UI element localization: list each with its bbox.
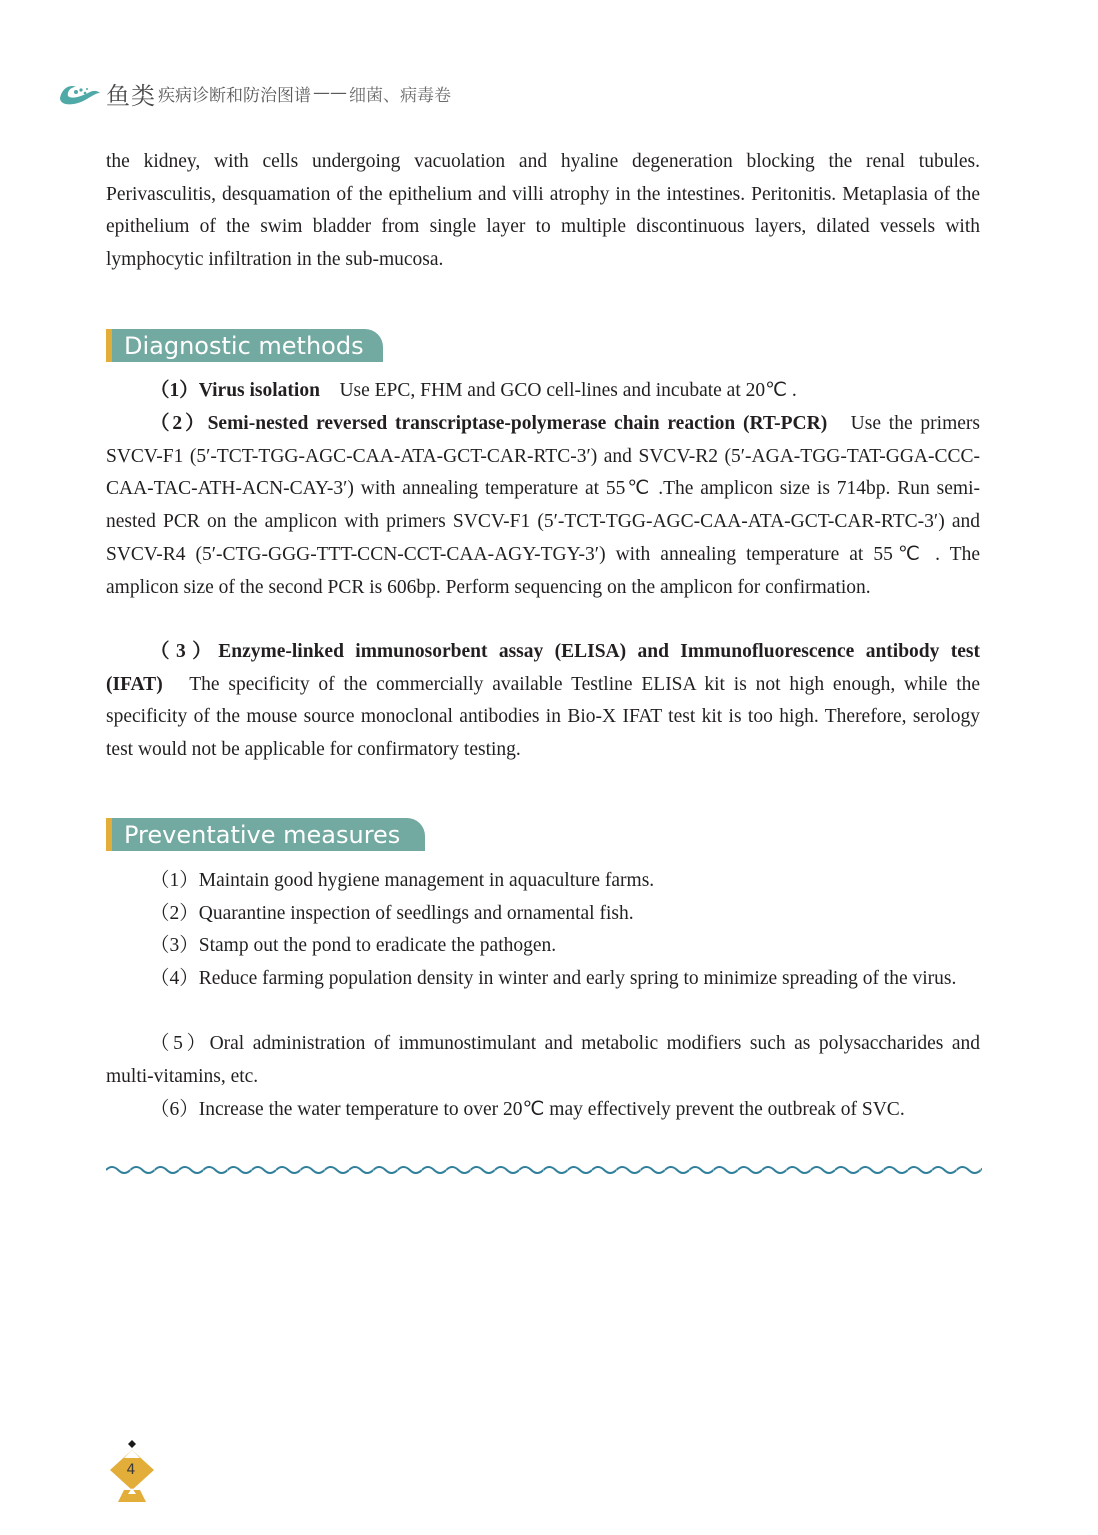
item-number: （6） — [150, 1099, 199, 1120]
item-number: （1） — [150, 870, 199, 891]
item-number: （2） — [150, 413, 208, 434]
item-text: Quarantine inspection of seedlings and ornamental fish. — [198, 903, 634, 924]
preventative-item-1 — [106, 865, 980, 898]
section-heading-text: Diagnostic methods — [124, 331, 364, 360]
item-text: Reduce farming population density in winter and early spring to minimize spreading of the virus. — [198, 968, 957, 989]
preventative-item-5 — [106, 1028, 980, 1093]
item-text: Maintain good hygiene management in aquaculture farms. — [198, 870, 655, 891]
item-number: （2） — [150, 903, 199, 924]
item-body: The specificity of the commercially available Testline ELISA kit is not high enough, while the specificity of the mouse source monoclonal antibodies in Bio-X IFAT test kit is too high. Therefore, serology test would not be applicable for confirmatory testing. — [106, 673, 981, 761]
item-body: Use EPC, FHM and GCO cell-lines and incubate at 20℃ . — [339, 380, 797, 401]
diagnostic-methods-heading — [106, 329, 383, 362]
wave-logo-icon — [56, 78, 102, 108]
book-title-main: 鱼类 — [106, 81, 156, 110]
diagnostic-item-3 — [106, 636, 980, 767]
item-number: （5） — [150, 1033, 210, 1054]
preventative-measures-heading — [106, 818, 425, 851]
item-title: Semi-nested reversed transcriptase-polymerase chain reaction (RT-PCR) — [207, 413, 828, 434]
intro-paragraph: the kidney, with cells undergoing vacuolation and hyaline degeneration blocking the renal tubules. Perivasculitis, desquamation of the epithelium and villi atrophy in the intestines. Peritonitis. Metaplasia of the epithelium of the swim bladder from single layer to multiple discontinuous layers, dilated vessels with lymphocytic infiltration in the sub-mucosa. — [106, 151, 980, 271]
preventative-item-6 — [106, 1094, 980, 1127]
diagnostic-item-2 — [106, 408, 980, 604]
section-heading-text: Preventative measures — [124, 820, 401, 849]
item-text: Oral administration of immunostimulant and metabolic modifiers such as polysaccharides and multi-vitamins, etc. — [106, 1033, 980, 1087]
item-body: Use the primers SVCV-F1 (5′-TCT-TGG-AGC-CAA-ATA-GCT-CAR-RTC-3′) and SVCV-R2 (5′-AGA-TGG-TAT-GGA-CCC-CAA-TAC-ATH-ACN-CAY-3′) with annealing temperature at 55℃ .The amplicon size is 714bp. Run semi-nested PCR on the amplicon with primers SVCV-F1 (5′-TCT-TGG-AGC-CAA-ATA-GCT-CAR-RTC-3′) and SVCV-R4 (5′-CTG-GGG-TTT-CCN-CCT-CAA-AGY-TGY-3′) with annealing temperature at 55℃ . The amplicon size of the second PCR is 606bp. Perform sequencing on the amplicon for confirmation. — [106, 413, 980, 598]
item-number: （3） — [150, 935, 199, 956]
item-title: Enzyme-linked immunosorbent assay (ELISA) and Immunofluorescence antibody test (IFAT) — [106, 641, 980, 695]
item-text: Stamp out the pond to eradicate the pathogen. — [198, 935, 557, 956]
title-dash: —— — [313, 83, 347, 103]
item-number: （4） — [150, 968, 199, 989]
preventative-item-3 — [106, 930, 980, 963]
preventative-item-4 — [106, 963, 980, 996]
page-number: 4 — [126, 1462, 136, 1478]
diagnostic-item-1 — [106, 375, 980, 408]
wavy-divider — [106, 1160, 982, 1180]
preventative-item-2 — [106, 898, 980, 931]
item-title: Virus isolation — [198, 380, 320, 401]
running-header — [56, 76, 451, 110]
item-text: Increase the water temperature to over 20℃ may effectively prevent the outbreak of SVC. — [198, 1099, 905, 1120]
item-number: （1） — [150, 380, 199, 401]
item-number: （3） — [150, 641, 219, 662]
book-title-sub: 疾病诊断和防治图谱 — [158, 85, 311, 106]
volume-title: 细菌、病毒卷 — [349, 85, 451, 106]
